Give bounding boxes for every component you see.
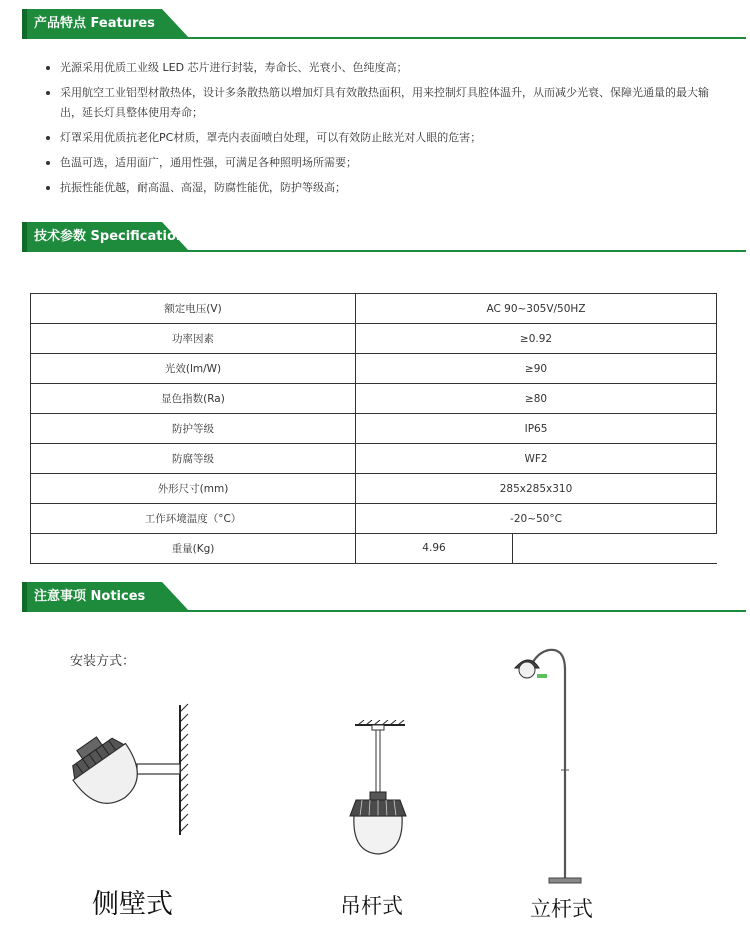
spec-label: 光效(lm/W) (31, 354, 356, 384)
table-row (31, 414, 717, 444)
feature-item: 采用航空工业铝型材散热体，设计多条散热筋以增加灯具有效散热面积，用来控制灯具腔体温升，从而减少光衰、保障光通量的最大输出，延长灯具整体使用寿命； (44, 83, 724, 123)
feature-item: 抗振性能优越，耐高温、高湿，防腐性能优，防护等级高； (44, 178, 724, 198)
spec-label: 显色指数(Ra) (31, 384, 356, 414)
spec-label: 外形尺寸(mm) (31, 474, 356, 504)
feature-item: 灯罩采用优质抗老化PC材质，罩壳内表面喷白处理，可以有效防止眩光对人眼的危害； (44, 128, 724, 148)
spec-label: 防腐等级 (31, 444, 356, 474)
spec-label: 重量(Kg) (31, 534, 356, 564)
spec-value: IP65 (356, 414, 717, 444)
install-method-label: 安装方式： (70, 654, 136, 669)
spec-value: ≥0.92 (356, 324, 717, 354)
table-row (31, 474, 717, 504)
pendant-mount-caption: 吊杆式 (340, 894, 403, 918)
table-row (31, 294, 717, 324)
table-row (31, 354, 717, 384)
features-list (44, 58, 724, 203)
spec-value: 285x285x310 (356, 474, 717, 504)
table-row (31, 444, 717, 474)
table-row (31, 534, 717, 564)
pole-mount-caption: 立杆式 (530, 897, 593, 921)
notices-header (22, 582, 746, 612)
specs-header (22, 222, 746, 252)
feature-item: 光源采用优质工业级 LED 芯片进行封装，寿命长、光衰小、色纯度高； (44, 58, 724, 78)
spec-table (30, 293, 717, 564)
wall-mount-caption: 侧壁式 (92, 889, 173, 920)
spec-label: 防护等级 (31, 414, 356, 444)
spec-label: 额定电压(V) (31, 294, 356, 324)
spec-label: 工作环境温度（°C） (31, 504, 356, 534)
spec-value: 4.96 (356, 534, 513, 563)
spec-value: AC 90~305V/50HZ (356, 294, 717, 324)
spec-value: ≥80 (356, 384, 717, 414)
notices-title: 注意事项 Notices (34, 589, 146, 604)
table-row (31, 504, 717, 534)
spec-value: WF2 (356, 444, 717, 474)
spec-label: 功率因素 (31, 324, 356, 354)
table-row (31, 384, 717, 414)
features-header (22, 9, 746, 39)
specs-title: 技术参数 Specifications (34, 229, 193, 244)
spec-value: ≥90 (356, 354, 717, 384)
features-title: 产品特点 Features (34, 16, 155, 31)
wall-mount-illustration (55, 700, 195, 840)
table-row (31, 324, 717, 354)
pole-mount-illustration (505, 640, 585, 885)
spec-value: -20~50°C (356, 504, 717, 534)
feature-item: 色温可选，适用面广，通用性强，可满足各种照明场所需要； (44, 153, 724, 173)
pendant-mount-illustration (320, 720, 430, 860)
